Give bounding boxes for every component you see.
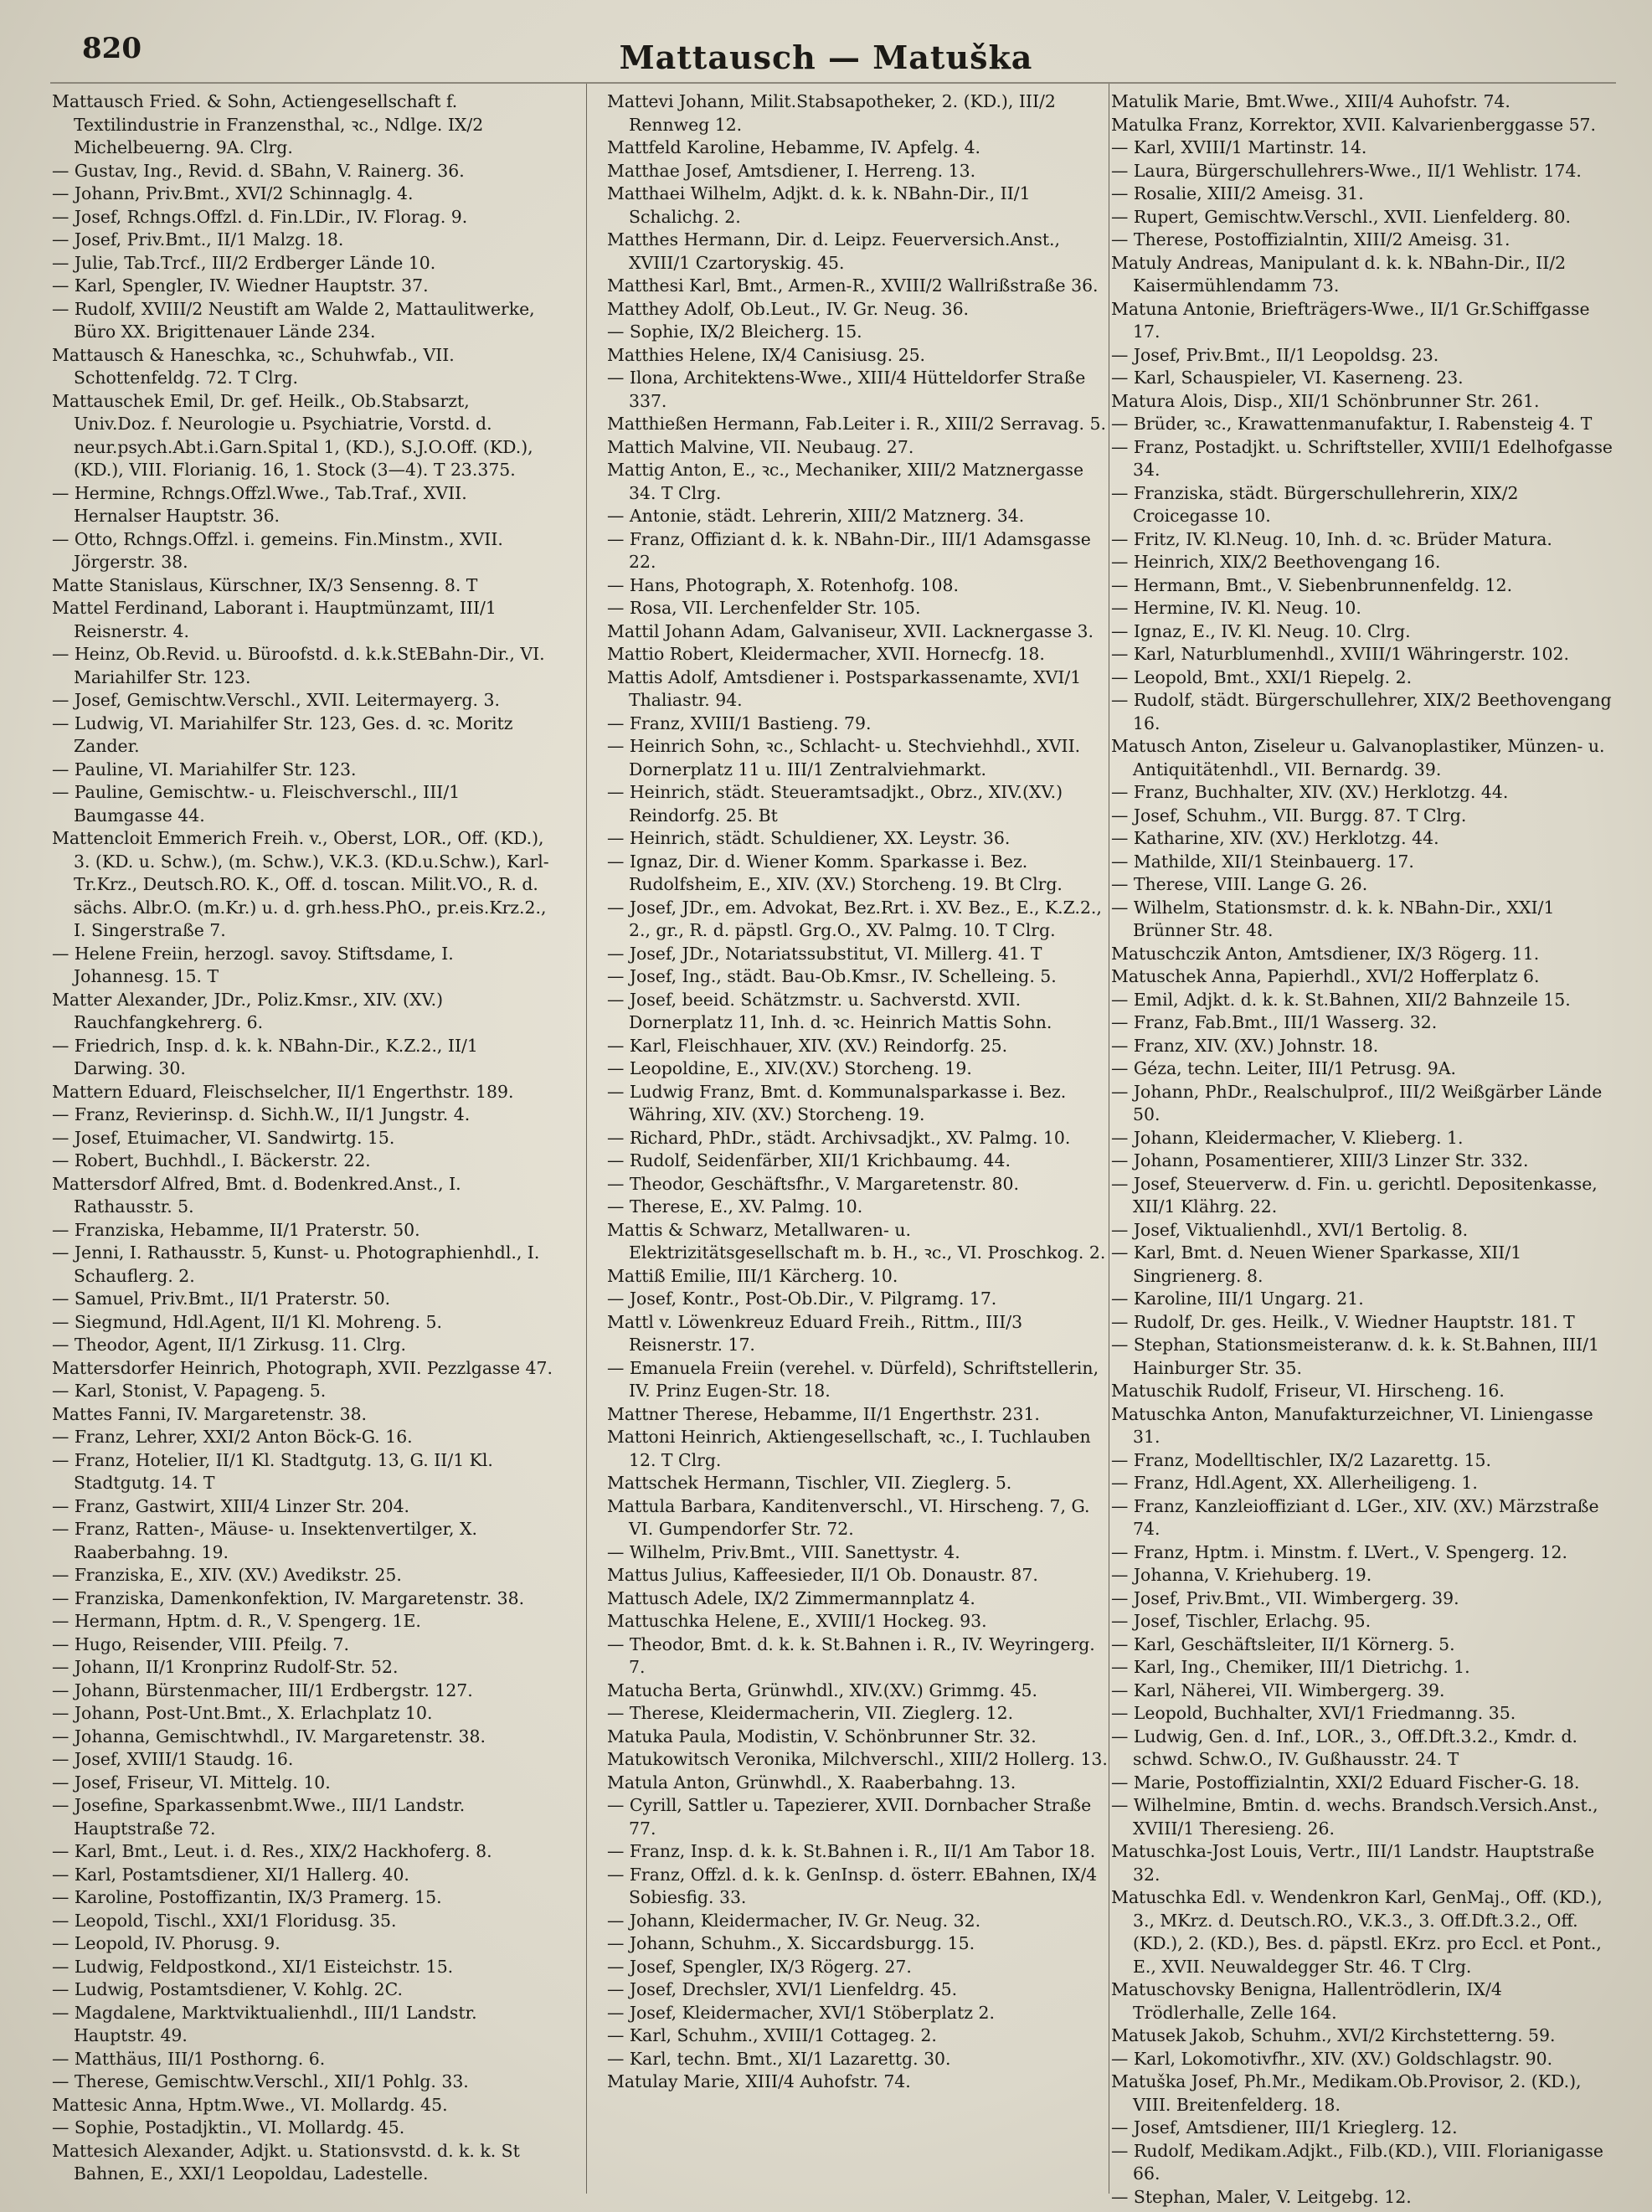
directory-entry: — Franz, Offiziant d. k. k. NBahn-Dir., III/1 Adamsgasse 22. bbox=[607, 528, 1091, 572]
directory-entry: Matuschek Anna, Papierhdl., XVI/2 Hofferplatz 6. bbox=[1111, 966, 1540, 986]
directory-entry: — Franziska, Damenkonfektion, IV. Margaretenstr. 38. bbox=[52, 1587, 525, 1608]
directory-entry: Mattel Ferdinand, Laborant i. Hauptmünzamt, III/1 Reisnerstr. 4. bbox=[52, 598, 497, 641]
directory-entry: — Sophie, Postadjktin., VI. Mollardg. 45. bbox=[52, 2117, 405, 2137]
directory-entry: Matuška Josef, Ph.Mr., Medikam.Ob.Provisor, 2. (KD.), VIII. Breitenfelderg. 18. bbox=[1111, 2071, 1582, 2115]
directory-entry: Mattus Julius, Kaffeesieder, II/1 Ob. Donaustr. 87. bbox=[607, 1565, 1038, 1585]
directory-entry: Mattesic Anna, Hptm.Wwe., VI. Mollardg. 45. bbox=[52, 2094, 448, 2115]
directory-entry: — Samuel, Priv.Bmt., II/1 Praterstr. 50. bbox=[52, 1289, 391, 1309]
directory-entry: — Ilona, Architektens-Wwe., XIII/4 Hütteldorfer Straße 337. bbox=[607, 368, 1086, 411]
directory-entry: Mattil Johann Adam, Galvaniseur, XVII. Lacknergasse 3. bbox=[607, 620, 1094, 641]
directory-entry: Mattersdorfer Heinrich, Photograph, XVII. Pezzlgasse 47. bbox=[52, 1357, 553, 1378]
directory-entry: — Sophie, IX/2 Bleicherg. 15. bbox=[607, 322, 862, 342]
directory-entry: Mattausch Fried. & Sohn, Actiengesellschaft f. Textilindustrie in Franzensthal, ꝛc., Ndlge. IX/2 Michelbeuerng. 9A. Clrg. bbox=[52, 91, 484, 157]
directory-entry: — Theodor, Bmt. d. k. k. St.Bahnen i. R., IV. Weyringerg. 7. bbox=[607, 1633, 1095, 1677]
directory-entry: — Stephan, Stationsmeisteranw. d. k. k. St.Bahnen, III/1 Hainburger Str. 35. bbox=[1111, 1335, 1600, 1378]
directory-entry: — Therese, E., XV. Palmg. 10. bbox=[607, 1196, 863, 1217]
directory-entry: — Karl, Postamtsdiener, XI/1 Hallerg. 40. bbox=[52, 1864, 409, 1885]
directory-entry: — Ignaz, Dir. d. Wiener Komm. Sparkasse i. Bez. Rudolfsheim, E., XIV. (XV.) Storcheng. 19. Bt Clrg. bbox=[607, 851, 1063, 894]
directory-entry: — Matthäus, III/1 Posthorng. 6. bbox=[52, 2048, 326, 2069]
directory-entry: — Josef, Priv.Bmt., II/1 Leopoldsg. 23. bbox=[1111, 344, 1439, 365]
directory-entry: Matusek Jakob, Schuhm., XVI/2 Kirchstetterng. 59. bbox=[1111, 2025, 1556, 2045]
directory-entry: — Johann, Bürstenmacher, III/1 Erdbergstr. 127. bbox=[52, 1680, 473, 1700]
directory-entry: Mattersdorf Alfred, Bmt. d. Bodenkred.Anst., I. Rathausstr. 5. bbox=[52, 1173, 461, 1217]
directory-entry: — Otto, Rchngs.Offzl. i. gemeins. Fin.Minstm., XVII. Jörgerstr. 38. bbox=[52, 528, 503, 572]
directory-entry: — Theodor, Geschäftsfhr., V. Margaretenstr. 80. bbox=[607, 1173, 1019, 1194]
directory-entry: Matukowitsch Veronika, Milchverschl., XIII/2 Hollerg. 13. bbox=[607, 1749, 1108, 1769]
directory-entry: Mattner Therese, Hebamme, II/1 Engerthstr. 231. bbox=[607, 1403, 1040, 1424]
directory-entry: — Rupert, Gemischtw.Verschl., XVII. Lienfelderg. 80. bbox=[1111, 206, 1571, 227]
directory-entry: — Helene Freiin, herzogl. savoy. Stiftsdame, I. Johannesg. 15. T bbox=[52, 943, 454, 986]
directory-entry: — Ludwig, Postamtsdiener, V. Kohlg. 2C. bbox=[52, 1979, 403, 1999]
directory-entry: — Franz, Buchhalter, XIV. (XV.) Herklotzg. 44. bbox=[1111, 782, 1509, 802]
directory-entry: Matucha Berta, Grünwhdl., XIV.(XV.) Grimmg. 45. bbox=[607, 1680, 1038, 1700]
directory-entry: Mattern Eduard, Fleischselcher, II/1 Engerthstr. 189. bbox=[52, 1081, 514, 1102]
directory-entry: — Heinrich, städt. Schuldiener, XX. Leystr. 36. bbox=[607, 828, 1011, 848]
directory-entry: — Therese, VIII. Lange G. 26. bbox=[1111, 874, 1368, 894]
directory-entry: — Johann, PhDr., Realschulprof., III/2 Weißgärber Lände 50. bbox=[1111, 1081, 1603, 1124]
column-middle bbox=[607, 90, 1109, 2188]
directory-entry: — Rudolf, städt. Bürgerschullehrer, XIX/2 Beethovengang 16. bbox=[1111, 690, 1612, 733]
directory-entry: Matuschka Edl. v. Wendenkron Karl, GenMaj., Off. (KD.), 3., MKrz. d. Deutsch.RO., V.K.3., 3. Off.Dft.3.2., Off. (KD.), 2. (KD.), Bes. d. päpstl. EKrz. pro Eccl. et Pont., E., XVII. Neuwaldegger Str. 46. T Clrg. bbox=[1111, 1887, 1603, 1977]
directory-entry: — Johanna, Gemischtwhdl., IV. Margaretenstr. 38. bbox=[52, 1726, 486, 1746]
directory-entry: Matthies Helene, IX/4 Canisiusg. 25. bbox=[607, 344, 926, 365]
directory-entry: Mattis Adolf, Amtsdiener i. Postsparkassenamte, XVI/1 Thaliastr. 94. bbox=[607, 666, 1082, 710]
directory-entry: — Franz, Insp. d. k. k. St.Bahnen i. R., II/1 Am Tabor 18. bbox=[607, 1841, 1096, 1861]
directory-entry: — Franziska, Hebamme, II/1 Praterstr. 50. bbox=[52, 1219, 420, 1240]
column-left bbox=[52, 90, 554, 2188]
directory-entry: — Karl, Näherei, VII. Wimbergerg. 39. bbox=[1111, 1680, 1445, 1700]
directory-entry: — Brüder, ꝛc., Krawattenmanufaktur, I. Rabensteig 4. T bbox=[1111, 414, 1593, 434]
directory-entry: — Josef, Steuerverw. d. Fin. u. gerichtl. Depositenkasse, XII/1 Klährg. 22. bbox=[1111, 1173, 1598, 1217]
directory-entry: — Pauline, Gemischtw.- u. Fleischverschl., III/1 Baumgasse 44. bbox=[52, 782, 461, 826]
directory-entry: — Gustav, Ing., Revid. d. SBahn, V. Rainerg. 36. bbox=[52, 160, 465, 181]
directory-entry: — Josef, XVIII/1 Staudg. 16. bbox=[52, 1749, 294, 1769]
directory-entry: — Leopold, Bmt., XXI/1 Riepelg. 2. bbox=[1111, 666, 1413, 687]
directory-entry: Matusch Anton, Ziseleur u. Galvanoplastiker, Münzen- u. Antiquitätenhdl., VII. Bernardg. 39. bbox=[1111, 736, 1605, 779]
directory-entry: — Leopold, Tischl., XXI/1 Floridusg. 35. bbox=[52, 1910, 397, 1931]
directory-entry: — Franz, XIV. (XV.) Johnstr. 18. bbox=[1111, 1035, 1379, 1056]
directory-entry: — Leopold, IV. Phorusg. 9. bbox=[52, 1933, 280, 1953]
directory-entry: — Karl, Schauspieler, VI. Kaserneng. 23. bbox=[1111, 368, 1464, 388]
directory-entry: — Josef, Kleidermacher, XVI/1 Stöberplatz 2. bbox=[607, 2002, 995, 2023]
directory-entry: — Therese, Postoffizialntin, XIII/2 Ameisg. 31. bbox=[1111, 229, 1510, 249]
directory-entry: — Wilhelm, Priv.Bmt., VIII. Sanettystr. 4. bbox=[607, 1541, 960, 1562]
directory-entry: Matuschik Rudolf, Friseur, VI. Hirscheng. 16. bbox=[1111, 1381, 1505, 1401]
directory-entry: — Robert, Buchhdl., I. Bäckerstr. 22. bbox=[52, 1150, 371, 1170]
directory-entry: Matuschczik Anton, Amtsdiener, IX/3 Rögerg. 11. bbox=[1111, 943, 1540, 964]
directory-entry: — Katharine, XIV. (XV.) Herklotzg. 44. bbox=[1111, 828, 1439, 848]
directory-entry: Matthesi Karl, Bmt., Armen-R., XVIII/2 Wallrißstraße 36. bbox=[607, 275, 1099, 296]
directory-entry: Mattusch Adele, IX/2 Zimmermannplatz 4. bbox=[607, 1587, 975, 1608]
directory-entry: — Karl, Naturblumenhdl., XVIII/1 Währingerstr. 102. bbox=[1111, 644, 1569, 664]
entry-columns bbox=[52, 90, 1613, 2207]
directory-entry: — Karoline, III/1 Ungarg. 21. bbox=[1111, 1289, 1364, 1309]
directory-entry: — Therese, Kleidermacherin, VII. Zieglerg. 12. bbox=[607, 1703, 1014, 1723]
directory-entry: — Josef, Kontr., Post-Ob.Dir., V. Pilgramg. 17. bbox=[607, 1289, 997, 1309]
directory-entry: — Karl, techn. Bmt., XI/1 Lazarettg. 30. bbox=[607, 2048, 951, 2069]
directory-entry: — Franz, Offzl. d. k. k. GenInsp. d. österr. EBahnen, IX/4 Sobiesfig. 33. bbox=[607, 1864, 1098, 1907]
directory-entry: — Rudolf, Seidenfärber, XII/1 Krichbaumg. 44. bbox=[607, 1150, 1011, 1170]
directory-entry: — Mathilde, XII/1 Steinbauerg. 17. bbox=[1111, 851, 1414, 872]
directory-entry: — Géza, techn. Leiter, III/1 Petrusg. 9A. bbox=[1111, 1058, 1456, 1078]
directory-entry: Mattiß Emilie, III/1 Kärcherg. 10. bbox=[607, 1265, 898, 1286]
directory-entry: — Josef, Drechsler, XVI/1 Lienfeldrg. 45. bbox=[607, 1979, 958, 1999]
directory-entry: Mattis & Schwarz, Metallwaren- u. Elektrizitätsgesellschaft m. b. H., ꝛc., VI. Proschkog. 2. bbox=[607, 1219, 1106, 1263]
directory-entry: — Rudolf, Medikam.Adjkt., Filb.(KD.), VIII. Florianigasse 66. bbox=[1111, 2140, 1603, 2184]
directory-entry: — Josef, Tischler, Erlachg. 95. bbox=[1111, 1611, 1372, 1631]
directory-entry: — Josef, Gemischtw.Verschl., XVII. Leitermayerg. 3. bbox=[52, 690, 500, 710]
directory-entry: — Franz, Gastwirt, XIII/4 Linzer Str. 204. bbox=[52, 1495, 410, 1516]
directory-entry: — Pauline, VI. Mariahilfer Str. 123. bbox=[52, 759, 357, 779]
directory-entry: Mattuschka Helene, E., XVIII/1 Hockeg. 93. bbox=[607, 1611, 987, 1631]
directory-entry: — Johann, Kleidermacher, V. Klieberg. 1. bbox=[1111, 1127, 1464, 1148]
directory-entry: Matuschka-Jost Louis, Vertr., III/1 Landstr. Hauptstraße 32. bbox=[1111, 1841, 1595, 1885]
directory-entry: — Karl, Ing., Chemiker, III/1 Dietrichg. 1. bbox=[1111, 1657, 1470, 1677]
directory-entry: — Johann, Post-Unt.Bmt., X. Erlachplatz 10. bbox=[52, 1703, 433, 1723]
directory-entry: — Therese, Gemischtw.Verschl., XII/1 Pohlg. 33. bbox=[52, 2071, 469, 2091]
directory-entry: — Leopoldine, E., XIV.(XV.) Storcheng. 19. bbox=[607, 1058, 972, 1078]
directory-entry: Matter Alexander, JDr., Poliz.Kmsr., XIV. (XV.) Rauchfangkehrerg. 6. bbox=[52, 989, 444, 1032]
directory-entry: — Magdalene, Marktviktualienhdl., III/1 Landstr. Hauptstr. 49. bbox=[52, 2002, 477, 2045]
directory-entry: — Karl, Fleischhauer, XIV. (XV.) Reindorfg. 25. bbox=[607, 1035, 1008, 1056]
directory-entry: — Rudolf, XVIII/2 Neustift am Walde 2, Mattaulitwerke, Büro XX. Brigittenauer Lände 234. bbox=[52, 298, 535, 342]
directory-entry: — Karl, Lokomotivfhr., XIV. (XV.) Goldschlagstr. 90. bbox=[1111, 2048, 1553, 2069]
directory-entry: — Karl, XVIII/1 Martinstr. 14. bbox=[1111, 137, 1367, 157]
directory-entry: — Josef, JDr., em. Advokat, Bez.Rrt. i. XV. Bez., E., K.Z.2., 2., gr., R. d. päpstl. Grg.O., XV. Palmg. 10. T Clrg. bbox=[607, 897, 1102, 940]
directory-entry: — Franz, Modelltischler, IX/2 Lazarettg. 15. bbox=[1111, 1449, 1492, 1470]
directory-entry: — Franz, Ratten-, Mäuse- u. Insektenvertilger, X. Raaberbahng. 19. bbox=[52, 1519, 477, 1562]
directory-entry: — Hugo, Reisender, VIII. Pfeilg. 7. bbox=[52, 1633, 349, 1654]
directory-entry: — Franz, Lehrer, XXI/2 Anton Böck-G. 16. bbox=[52, 1427, 413, 1447]
directory-entry: — Josef, Rchngs.Offzl. d. Fin.LDir., IV. Florag. 9. bbox=[52, 206, 468, 227]
directory-entry: Matthey Adolf, Ob.Leut., IV. Gr. Neug. 36. bbox=[607, 298, 970, 319]
directory-entry: — Karl, Spengler, IV. Wiedner Hauptstr. 37. bbox=[52, 275, 429, 296]
directory-entry: — Jenni, I. Rathausstr. 5, Kunst- u. Photographienhdl., I. Schauflerg. 2. bbox=[52, 1242, 540, 1286]
directory-entry: Mattfeld Karoline, Hebamme, IV. Apfelg. 4. bbox=[607, 137, 981, 157]
directory-entry: — Emil, Adjkt. d. k. k. St.Bahnen, XII/2 Bahnzeile 15. bbox=[1111, 989, 1571, 1010]
directory-entry: — Karl, Bmt. d. Neuen Wiener Sparkasse, XII/1 Singrienerg. 8. bbox=[1111, 1242, 1522, 1286]
directory-entry: Mattio Robert, Kleidermacher, XVII. Hornecfg. 18. bbox=[607, 644, 1045, 664]
directory-entry: — Johann, Priv.Bmt., XVI/2 Schinnaglg. 4. bbox=[52, 183, 414, 203]
directory-entry: — Karl, Bmt., Leut. i. d. Res., XIX/2 Hackhoferg. 8. bbox=[52, 1841, 492, 1861]
directory-entry: — Johanna, V. Kriehuberg. 19. bbox=[1111, 1565, 1372, 1585]
directory-entry: — Ludwig, VI. Mariahilfer Str. 123, Ges. d. ꝛc. Moritz Zander. bbox=[52, 712, 513, 756]
directory-entry: Matuka Paula, Modistin, V. Schönbrunner Str. 32. bbox=[607, 1726, 1037, 1746]
directory-entry: — Wilhelmine, Bmtin. d. wechs. Brandsch.Versich.Anst., XVIII/1 Theresieng. 26. bbox=[1111, 1795, 1598, 1839]
directory-entry: — Josef, beeid. Schätzmstr. u. Sachverstd. XVII. Dornerplatz 11, Inh. d. ꝛc. Heinrich Mattis Sohn. bbox=[607, 989, 1052, 1032]
directory-entry: — Siegmund, Hdl.Agent, II/1 Kl. Mohreng. 5. bbox=[52, 1311, 442, 1332]
directory-entry: — Johann, Kleidermacher, IV. Gr. Neug. 32. bbox=[607, 1910, 981, 1931]
directory-entry: Matthießen Hermann, Fab.Leiter i. R., XIII/2 Serravag. 5. bbox=[607, 414, 1106, 434]
directory-entry: — Franz, Hptm. i. Minstm. f. LVert., V. Spengerg. 12. bbox=[1111, 1541, 1567, 1562]
directory-entry: Mattausch & Haneschka, ꝛc., Schuhwfab., VII. Schottenfeldg. 72. T Clrg. bbox=[52, 344, 455, 388]
directory-entry: Matthes Hermann, Dir. d. Leipz. Feuerversich.Anst., XVIII/1 Czartoryskig. 45. bbox=[607, 229, 1061, 273]
directory-entry: Mattig Anton, E., ꝛc., Mechaniker, XIII/2 Matznergasse 34. T Clrg. bbox=[607, 460, 1084, 503]
directory-entry: — Franziska, E., XIV. (XV.) Avedikstr. 25. bbox=[52, 1565, 402, 1585]
directory-entry: — Julie, Tab.Trcf., III/2 Erdberger Lände 10. bbox=[52, 252, 436, 273]
directory-entry: Mattevi Johann, Milit.Stabsapotheker, 2. (KD.), III/2 Rennweg 12. bbox=[607, 91, 1056, 135]
header-rule bbox=[50, 82, 1616, 84]
directory-entry: — Stephan, Maler, V. Leitgebg. 12. bbox=[1111, 2186, 1412, 2207]
directory-entry: — Marie, Postoffizialntin, XXI/2 Eduard Fischer-G. 18. bbox=[1111, 1772, 1580, 1793]
page-number: 820 bbox=[82, 32, 142, 65]
directory-entry: — Franz, XVIII/1 Bastieng. 79. bbox=[607, 712, 872, 733]
directory-entry: — Richard, PhDr., städt. Archivsadjkt., XV. Palmg. 10. bbox=[607, 1127, 1071, 1148]
directory-entry: — Josef, Priv.Bmt., II/1 Malzg. 18. bbox=[52, 229, 344, 249]
directory-entry: — Fritz, IV. Kl.Neug. 10, Inh. d. ꝛc. Brüder Matura. bbox=[1111, 528, 1552, 549]
directory-entry: Matuly Andreas, Manipulant d. k. k. NBahn-Dir., II/2 Kaisermühlendamm 73. bbox=[1111, 252, 1567, 296]
directory-entry: Mattauschek Emil, Dr. gef. Heilk., Ob.Stabsarzt, Univ.Doz. f. Neurologie u. Psychiatrie, Vorstd. d. neur.psych.Abt.i.Garn.Spital 1, (KD.), S.J.O.Off. (KD.), (KD.), VIII. Florianig. 16, 1. Stock (3—4). T 23.375. bbox=[52, 390, 533, 480]
directory-entry: — Ludwig, Gen. d. Inf., LOR., 3., Off.Dft.3.2., Kmdr. d. schwd. Schw.O., IV. Gußhausstr. 24. T bbox=[1111, 1726, 1578, 1769]
directory-entry: — Cyrill, Sattler u. Tapezierer, XVII. Dornbacher Straße 77. bbox=[607, 1795, 1092, 1839]
directory-entry: — Theodor, Agent, II/1 Zirkusg. 11. Clrg. bbox=[52, 1335, 407, 1355]
directory-entry: Matulay Marie, XIII/4 Auhofstr. 74. bbox=[607, 2071, 911, 2091]
directory-entry: — Laura, Bürgerschullehrers-Wwe., II/1 Wehlistr. 174. bbox=[1111, 160, 1582, 181]
page-title: Mattausch — Matuška bbox=[619, 39, 1033, 76]
directory-entry: — Johann, II/1 Kronprinz Rudolf-Str. 52. bbox=[52, 1657, 399, 1677]
directory-entry: — Leopold, Buchhalter, XVI/1 Friedmanng. 35. bbox=[1111, 1703, 1516, 1723]
directory-entry: — Karl, Stonist, V. Papageng. 5. bbox=[52, 1381, 327, 1401]
directory-entry: Mattschek Hermann, Tischler, VII. Zieglerg. 5. bbox=[607, 1473, 1012, 1493]
directory-entry: — Josef, JDr., Notariatssubstitut, VI. Millerg. 41. T bbox=[607, 943, 1042, 964]
directory-entry: Matthae Josef, Amtsdiener, I. Herreng. 13. bbox=[607, 160, 976, 181]
directory-entry: Matthaei Wilhelm, Adjkt. d. k. k. NBahn-Dir., II/1 Schalichg. 2. bbox=[607, 183, 1031, 227]
directory-entry: — Hermann, Hptm. d. R., V. Spengerg. 1E. bbox=[52, 1611, 421, 1631]
directory-entry: — Johann, Posamentierer, XIII/3 Linzer Str. 332. bbox=[1111, 1150, 1529, 1170]
directory-entry: — Josef, Viktualienhdl., XVI/1 Bertolig. 8. bbox=[1111, 1219, 1469, 1240]
directory-entry: — Friedrich, Insp. d. k. k. NBahn-Dir., K.Z.2., II/1 Darwing. 30. bbox=[52, 1035, 478, 1078]
directory-entry: Matula Anton, Grünwhdl., X. Raaberbahng. 13. bbox=[607, 1772, 1016, 1793]
directory-entry: Mattl v. Löwenkreuz Eduard Freih., Rittm., III/3 Reisnerstr. 17. bbox=[607, 1311, 1023, 1355]
directory-entry: — Rosalie, XIII/2 Ameisg. 31. bbox=[1111, 183, 1364, 203]
directory-entry: — Josef, Priv.Bmt., VII. Wimbergerg. 39. bbox=[1111, 1587, 1459, 1608]
directory-entry: Mattes Fanni, IV. Margaretenstr. 38. bbox=[52, 1403, 368, 1424]
directory-entry: — Hans, Photograph, X. Rotenhofg. 108. bbox=[607, 574, 959, 595]
directory-entry: Matura Alois, Disp., XII/1 Schönbrunner Str. 261. bbox=[1111, 390, 1540, 411]
directory-entry: — Ignaz, E., IV. Kl. Neug. 10. Clrg. bbox=[1111, 620, 1411, 641]
directory-entry: — Josef, Amtsdiener, III/1 Krieglerg. 12. bbox=[1111, 2117, 1458, 2137]
directory-entry: — Karl, Schuhm., XVIII/1 Cottageg. 2. bbox=[607, 2025, 937, 2045]
directory-entry: Matulka Franz, Korrektor, XVII. Kalvarienberggasse 57. bbox=[1111, 114, 1596, 135]
directory-entry: — Josef, Friseur, VI. Mittelg. 10. bbox=[52, 1772, 331, 1793]
directory-entry: — Rosa, VII. Lerchenfelder Str. 105. bbox=[607, 598, 921, 618]
directory-entry: — Rudolf, Dr. ges. Heilk., V. Wiedner Hauptstr. 181. T bbox=[1111, 1311, 1575, 1332]
directory-entry: — Heinrich, XIX/2 Beethovengang 16. bbox=[1111, 552, 1441, 572]
directory-entry: — Franz, Hdl.Agent, XX. Allerheiligeng. 1. bbox=[1111, 1473, 1478, 1493]
directory-entry: — Franz, Fab.Bmt., III/1 Wasserg. 32. bbox=[1111, 1012, 1438, 1032]
column-right bbox=[1111, 90, 1613, 2207]
directory-entry: — Heinrich Sohn, ꝛc., Schlacht- u. Stechviehhdl., XVII. Dornerplatz 11 u. III/1 Zentralviehmarkt. bbox=[607, 736, 1081, 779]
directory-entry: — Franz, Revierinsp. d. Sichh.W., II/1 Jungstr. 4. bbox=[52, 1104, 471, 1124]
directory-entry: — Karoline, Postoffizantin, IX/3 Pramerg. 15. bbox=[52, 1887, 442, 1907]
directory-entry: Mattich Malvine, VII. Neubaug. 27. bbox=[607, 436, 914, 457]
directory-entry: — Josef, Etuimacher, VI. Sandwirtg. 15. bbox=[52, 1127, 395, 1148]
directory-entry: — Franz, Kanzleioffiziant d. LGer., XIV. (XV.) Märzstraße 74. bbox=[1111, 1495, 1599, 1539]
directory-entry: — Josef, Spengler, IX/3 Rögerg. 27. bbox=[607, 1956, 912, 1977]
directory-entry: — Emanuela Freiin (verehel. v. Dürfeld), Schriftstellerin, IV. Prinz Eugen-Str. 18. bbox=[607, 1357, 1099, 1401]
directory-entry: — Josefine, Sparkassenbmt.Wwe., III/1 Landstr. Hauptstraße 72. bbox=[52, 1795, 466, 1839]
directory-entry: — Johann, Schuhm., X. Siccardsburgg. 15. bbox=[607, 1933, 975, 1953]
directory-entry: — Hermine, Rchngs.Offzl.Wwe., Tab.Traf., XVII. Hernalser Hauptstr. 36. bbox=[52, 482, 467, 526]
directory-entry: Mattoni Heinrich, Aktiengesellschaft, ꝛc., I. Tuchlauben 12. T Clrg. bbox=[607, 1427, 1091, 1470]
directory-entry: — Antonie, städt. Lehrerin, XIII/2 Matznerg. 34. bbox=[607, 506, 1025, 526]
directory-entry: Matuschovsky Benigna, Hallentrödlerin, IX/4 Trödlerhalle, Zelle 164. bbox=[1111, 1979, 1502, 2023]
directory-entry: — Karl, Geschäftsleiter, II/1 Körnerg. 5. bbox=[1111, 1633, 1455, 1654]
directory-entry: Matulik Marie, Bmt.Wwe., XIII/4 Auhofstr. 74. bbox=[1111, 91, 1510, 111]
directory-entry: Mattula Barbara, Kanditenverschl., VI. Hirscheng. 7, G. VI. Gumpendorfer Str. 72. bbox=[607, 1495, 1090, 1539]
directory-entry: Mattencloit Emmerich Freih. v., Oberst, LOR., Off. (KD.), 3. (KD. u. Schw.), (m. Schw.), V.K.3. (KD.u.Schw.), Karl-Tr.Krz., Deutsch.RO. K., Off. d. toscan. Milit.VO., R. d. sächs. Albr.O. (m.Kr.) u. d. grh.hess.PhO., pr.eis.Krz.2., I. Singerstraße 7. bbox=[52, 828, 549, 940]
directory-entry: — Heinrich, städt. Steueramtsadjkt., Obrz., XIV.(XV.) Reindorfg. 25. Bt bbox=[607, 782, 1063, 826]
directory-entry: Matte Stanislaus, Kürschner, IX/3 Sensenng. 8. T bbox=[52, 574, 478, 595]
directory-entry: Matuna Antonie, Briefträgers-Wwe., II/1 Gr.Schiffgasse 17. bbox=[1111, 298, 1590, 342]
directory-entry: — Ludwig, Feldpostkond., XI/1 Eisteichstr. 15. bbox=[52, 1956, 454, 1977]
directory-entry: — Hermann, Bmt., V. Siebenbrunnenfeldg. 12. bbox=[1111, 574, 1513, 595]
directory-entry: — Josef, Schuhm., VII. Burgg. 87. T Clrg. bbox=[1111, 805, 1467, 826]
directory-entry: — Franz, Postadjkt. u. Schriftsteller, XVIII/1 Edelhofgasse 34. bbox=[1111, 436, 1613, 480]
directory-entry: — Ludwig Franz, Bmt. d. Kommunalsparkasse i. Bez. Währing, XIV. (XV.) Storcheng. 19. bbox=[607, 1081, 1067, 1124]
directory-entry: — Josef, Ing., städt. Bau-Ob.Kmsr., IV. Schelleing. 5. bbox=[607, 966, 1057, 986]
directory-entry: — Heinz, Ob.Revid. u. Büroofstd. d. k.k.StEBahn-Dir., VI. Mariahilfer Str. 123. bbox=[52, 644, 545, 687]
directory-entry: — Wilhelm, Stationsmstr. d. k. k. NBahn-Dir., XXI/1 Brünner Str. 48. bbox=[1111, 897, 1555, 940]
directory-entry: — Hermine, IV. Kl. Neug. 10. bbox=[1111, 598, 1361, 618]
directory-entry: Matuschka Anton, Manufakturzeichner, VI. Liniengasse 31. bbox=[1111, 1403, 1593, 1447]
directory-entry: Mattesich Alexander, Adjkt. u. Stationsvstd. d. k. k. St Bahnen, E., XXI/1 Leopoldau, Ladestelle. bbox=[52, 2140, 520, 2184]
directory-entry: — Franz, Hotelier, II/1 Kl. Stadtgutg. 13, G. II/1 Kl. Stadtgutg. 14. T bbox=[52, 1449, 493, 1493]
directory-entry: — Franziska, städt. Bürgerschullehrerin, XIX/2 Croicegasse 10. bbox=[1111, 482, 1519, 526]
